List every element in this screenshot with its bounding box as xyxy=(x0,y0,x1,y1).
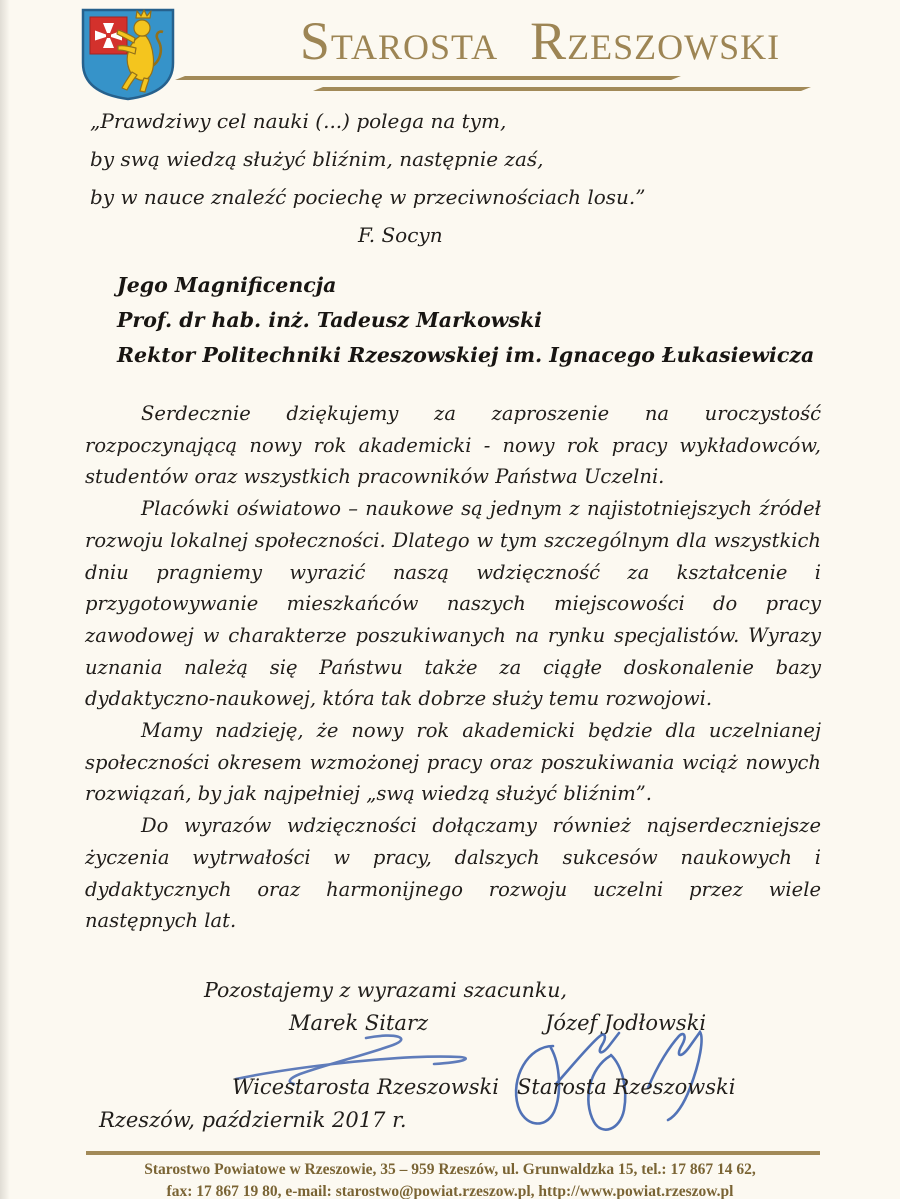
signer-left-title: Wicestarosta Rzeszowski xyxy=(232,1075,499,1099)
paragraph-3: Mamy nadzieję, że nowy rok akademicki będzie dla uczelnianej społeczności okresem wzmożonej pracy oraz poszukiwania wciąż nowych rozwiązań, by jak najpełniej „swą wiedzą służyć bliźnim”. xyxy=(85,719,821,806)
quote-block xyxy=(90,102,710,254)
letterhead-rule-lower xyxy=(313,87,811,91)
paragraph-4: Do wyrazów wdzięczności dołączamy również najserdeczniejsze życzenia wytrwałości w pracy, dalszych sukcesów naukowych i dydaktycznych oraz harmonijnego rozwoju uczelni przez wiele następnych lat. xyxy=(85,814,821,933)
signer-right-name: Józef Jodłowski xyxy=(545,1011,707,1035)
letterhead-title xyxy=(250,10,830,78)
addressee-name: Prof. dr hab. inż. Tadeusz Markowski xyxy=(117,308,542,332)
addressee-block xyxy=(117,268,817,373)
closing-line: Pozostajemy z wyrazami szacunku, xyxy=(204,978,568,1002)
paragraph-1: Serdecznie dziękujemy za zaproszenie na uroczystość rozpoczynającą nowy rok akademicki - nowy rok pracy wykładowców, studentów oraz wszystkich pracowników Państwa Uczelni. xyxy=(85,402,821,489)
quote-line-1: „Prawdziwy cel nauki (...) polega na tym, xyxy=(90,109,507,133)
coat-of-arms-icon xyxy=(78,6,178,103)
addressee-salutation: Jego Magnificencja xyxy=(117,273,337,297)
paragraph-2: Placówki oświatowo – naukowe są jednym z najistotniejszych źródeł rozwoju lokalnej społeczności. Dlatego w tym szczególnym dla wszystkich dniu pragniemy wyrazić naszą wdzięczność za kształcenie i przygotowywanie mieszkańców naszych miejscowości do pracy zawodowej w charakterze poszukiwanych na rynku specjalistów. Wyrazy uznania należą się Państwu także za ciągłe doskonalenie bazy dydaktyczno-naukowej, która tak dobrze służy temu rozwojowi. xyxy=(85,497,821,711)
footer-line-1: Starostwo Powiatowe w Rzeszowie, 35 – 959 Rzeszów, ul. Grunwaldzka 15, tel.: 17 867 14 62, xyxy=(144,1161,756,1178)
letter-body xyxy=(85,398,821,937)
footer-line-2: fax: 17 867 19 80, e-mail: starostwo@powiat.rzeszow.pl, http://www.powiat.rzeszow.pl xyxy=(166,1182,734,1199)
signer-right-title: Starosta Rzeszowski xyxy=(517,1075,736,1099)
quote-line-3: by w nauce znaleźć pociechę w przeciwnościach losu.” xyxy=(90,185,646,209)
title-word-rzeszowski: RZESZOWSKI xyxy=(530,11,781,71)
signer-left-name: Marek Sitarz xyxy=(289,1011,429,1035)
footer-contact xyxy=(60,1159,840,1199)
footer-rule xyxy=(86,1151,820,1155)
dateline: Rzeszów, październik 2017 r. xyxy=(99,1108,407,1132)
quote-line-2: by swą wiedzą służyć bliźnim, następnie zaś, xyxy=(90,147,544,171)
letterhead-rule-upper xyxy=(175,76,681,80)
addressee-position: Rektor Politechniki Rzeszowskiej im. Ignacego Łukasiewicza xyxy=(117,343,815,367)
title-word-starosta: STAROSTA xyxy=(299,11,499,71)
quote-attribution: F. Socyn xyxy=(358,223,443,247)
